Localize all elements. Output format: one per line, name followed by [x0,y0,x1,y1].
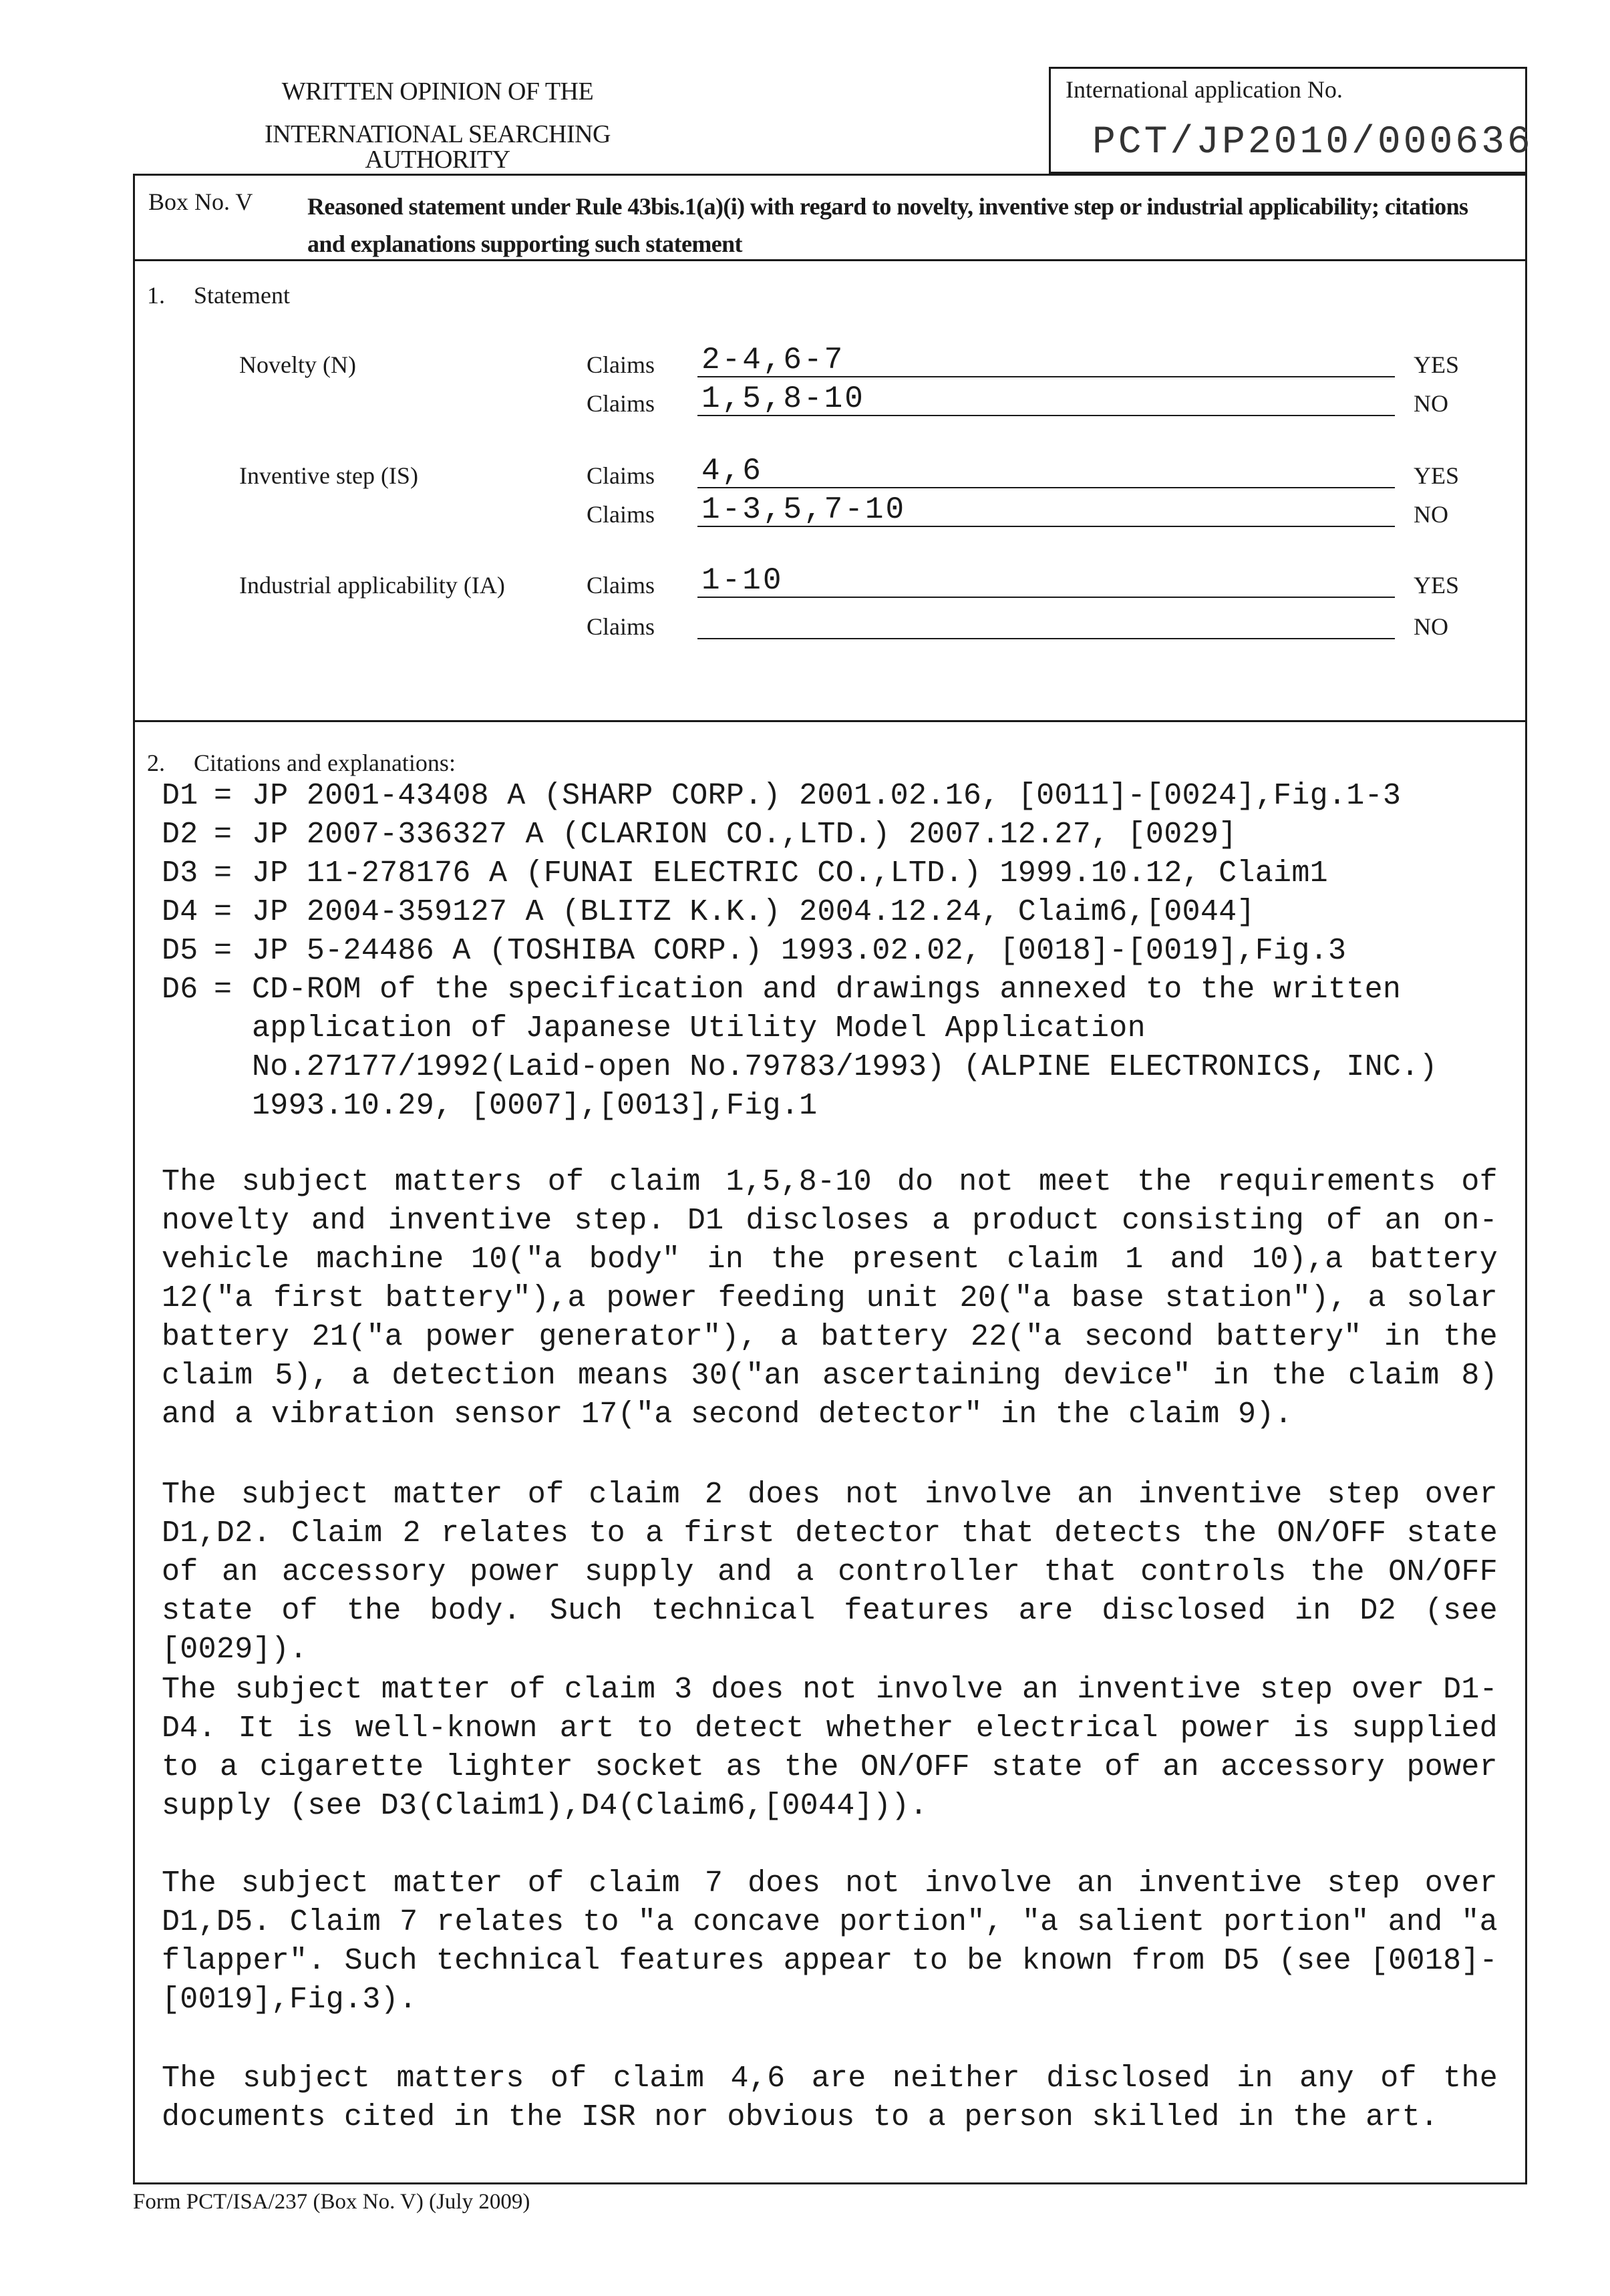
citation-equals: = [214,973,232,1007]
inventive-step-yes-claims: 4,6 [697,454,1395,488]
citation-text: JP 2007-336327 A (CLARION CO.,LTD.) 2007.12.27, [0029] [252,818,1237,852]
citation-equals: = [214,779,232,813]
citation-text-continued: 1993.10.29, [0007],[0013],Fig.1 [252,1089,818,1123]
citation-id: D1 [162,779,198,813]
explanation-paragraph: The subject matter of claim 2 does not involve an inventive step over D1,D2. Claim 2 relates to a first detector that detects the ON/OFF state of an accessory power supply and a controller that controls the ON/OFF state of the body. Such technical features are disclosed in D2 (see [0029]). [162,1478,1498,1667]
citation-equals: = [214,818,232,852]
novelty-label: Novelty (N) [239,351,356,378]
citation-text-continued: application of Japanese Utility Model Application [252,1011,1146,1045]
claims-label: Claims [587,462,655,489]
divider [135,259,1525,261]
citation-text: JP 5-24486 A (TOSHIBA CORP.) 1993.02.02, [0018]-[0019],Fig.3 [252,934,1347,968]
explanation-paragraph: The subject matters of claim 4,6 are neither disclosed in any of the documents cited in the ISR nor obvious to a person skilled in the art. [162,2062,1498,2134]
inventive-step-no-claims: 1-3,5,7-10 [697,492,1395,527]
yes-label: YES [1414,572,1460,599]
form-footer: Form PCT/ISA/237 (Box No. V) (July 2009) [133,2190,530,2214]
inventive-step-label: Inventive step (IS) [239,462,418,489]
explanation-paragraph: The subject matter of claim 3 does not involve an inventive step over D1-D4. It is well-known art to detect whether electrical power is supplied to a cigarette lighter socket as the ON/OFF state of an accessory power supply (see D3(Claim1),D4(Claim6,[0044])). [162,1673,1498,1823]
novelty-yes-claims: 2-4,6-7 [697,343,1395,377]
section-number: 1. [147,282,165,309]
citation-equals: = [214,895,232,929]
box-title: Reasoned statement under Rule 43bis.1(a)(i) with regard to novelty, inventive step or industrial applicability; citations and explanations supporting such statement [307,193,1468,257]
citation-equals: = [214,934,232,968]
box-number: Box No. V [148,188,253,215]
application-number-box [1049,67,1533,174]
industrial-applicability-label: Industrial applicability (IA) [239,572,505,599]
citation-id: D4 [162,895,198,929]
no-label: NO [1414,613,1448,640]
claims-label: Claims [587,351,655,378]
statement-heading [147,281,290,309]
claims-label: Claims [587,613,655,640]
industrial-applicability-yes-claims: 1-10 [697,563,1395,598]
application-number-label: International application No. [1066,76,1343,103]
citation-id: D6 [162,973,198,1007]
yes-label: YES [1414,351,1460,378]
claims-label: Claims [587,390,655,417]
section-title: Statement [194,282,290,309]
no-label: NO [1414,390,1448,417]
claims-label: Claims [587,572,655,599]
section-number: 2. [147,750,165,776]
citation-text: JP 2001-43408 A (SHARP CORP.) 2001.02.16, [0011]-[0024],Fig.1-3 [252,779,1402,813]
citation-equals: = [214,856,232,890]
citation-id: D5 [162,934,198,968]
section-title: Citations and explanations: [194,750,456,776]
citations-heading [147,749,456,777]
explanation-paragraph: The subject matters of claim 1,5,8-10 do not meet the requirements of novelty and inventive step. D1 discloses a product consisting of an on-vehicle machine 10("a body" in the present claim 1 and 10),a battery 12("a first battery"),a power feeding unit 20("a base station"), a solar battery 21("a power generator"), a battery 22("a second battery" in the claim 5), a detection means 30("an ascertaining device" in the claim 8) and a vibration sensor 17("a second detector" in the claim 9). [162,1165,1498,1432]
citation-id: D3 [162,856,198,890]
page-title-line-2: INTERNATIONAL SEARCHING AUTHORITY [265,120,611,174]
citation-text-continued: No.27177/1992(Laid-open No.79783/1993) (ALPINE ELECTRONICS, INC.) [252,1050,1438,1084]
citation-text: CD-ROM of the specification and drawings annexed to the written [252,973,1402,1007]
citation-id: D2 [162,818,198,852]
citation-text: JP 11-278176 A (FUNAI ELECTRIC CO.,LTD.) 1999.10.12, Claim1 [252,856,1328,890]
application-number: PCT/JP2010/000636 [1092,121,1533,164]
industrial-applicability-no-claims [697,605,1395,639]
novelty-no-claims: 1,5,8-10 [697,381,1395,416]
claims-label: Claims [587,501,655,528]
explanation-paragraph: The subject matter of claim 7 does not involve an inventive step over D1,D5. Claim 7 relates to "a concave portion", "a salient portion" and "a flapper". Such technical features appear to be known from D5 (see [0018]-[0019],Fig.3). [162,1866,1498,2017]
citation-text: JP 2004-359127 A (BLITZ K.K.) 2004.12.24, Claim6,[0044] [252,895,1255,929]
divider [135,720,1525,722]
no-label: NO [1414,501,1448,528]
box-v-frame [133,174,1527,2184]
page-title-line-1: WRITTEN OPINION OF THE [281,77,594,106]
yes-label: YES [1414,462,1460,489]
